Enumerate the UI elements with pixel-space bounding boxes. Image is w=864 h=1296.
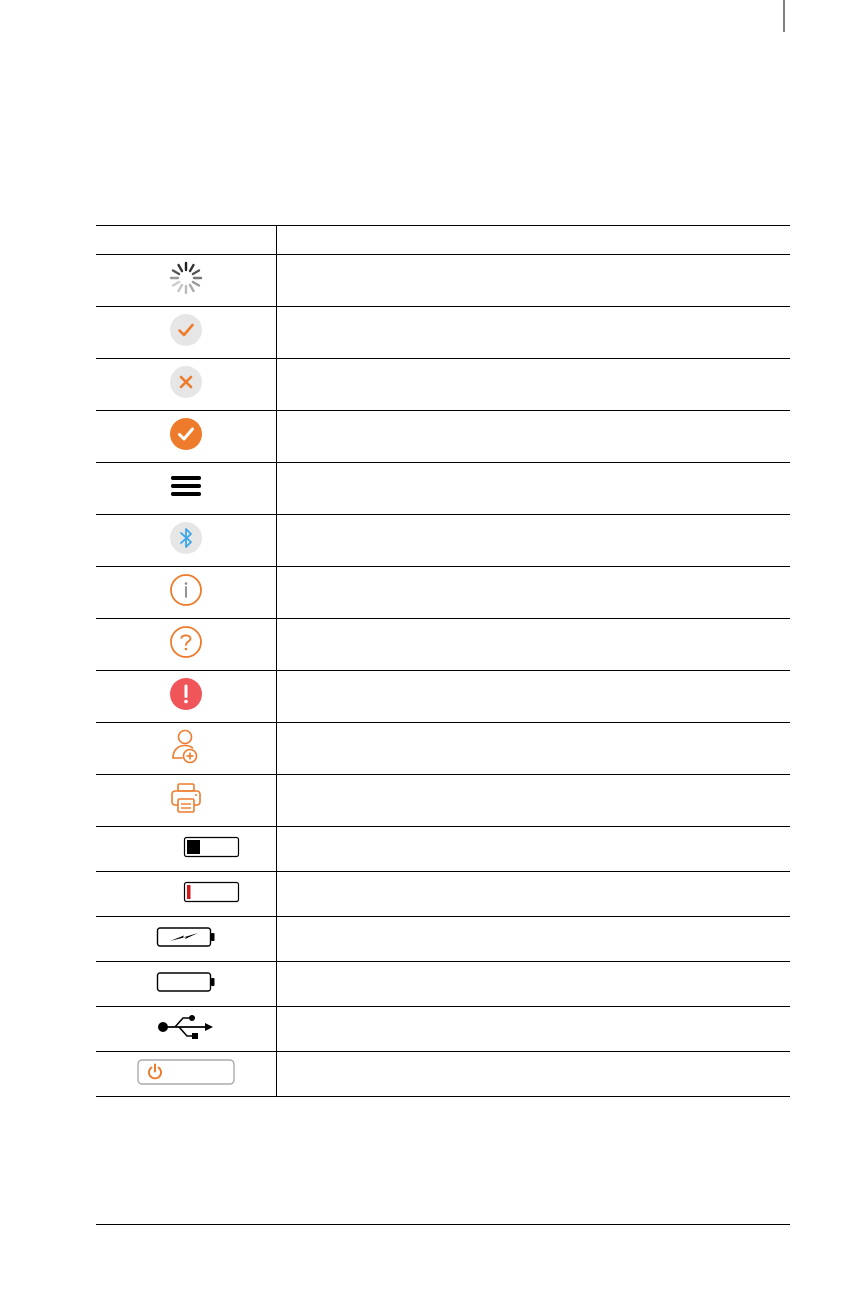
battery-charging-icon [156, 926, 216, 948]
row-description [277, 723, 791, 775]
row-description [277, 567, 791, 619]
battery-empty-icon [156, 971, 216, 993]
row-description [277, 917, 791, 962]
bluetooth-icon[interactable] [169, 521, 203, 555]
row-description [277, 671, 791, 723]
add-user-icon[interactable] [169, 728, 203, 764]
table-row [96, 1052, 790, 1097]
table-header-row [96, 226, 790, 255]
info-icon[interactable] [169, 573, 203, 607]
table-row [96, 307, 790, 359]
battery-critical-icon [183, 881, 241, 903]
printer-icon[interactable] [169, 781, 203, 815]
table-row [96, 872, 790, 917]
table-row [96, 962, 790, 1007]
row-description [277, 255, 791, 307]
row-description [277, 515, 791, 567]
table-row [96, 671, 790, 723]
table-row [96, 619, 790, 671]
header-description-column [277, 226, 791, 255]
header-icon-column [96, 226, 277, 255]
row-description [277, 1007, 791, 1052]
menu-icon[interactable] [169, 473, 203, 499]
row-description [277, 307, 791, 359]
table-row [96, 775, 790, 827]
row-description [277, 827, 791, 872]
power-button-icon[interactable] [137, 1059, 235, 1085]
row-description [277, 775, 791, 827]
check-circle-filled-icon[interactable] [169, 417, 203, 451]
table-row [96, 723, 790, 775]
table-row [96, 359, 790, 411]
check-icon[interactable] [169, 313, 203, 347]
row-description [277, 619, 791, 671]
footer-rule [96, 1224, 790, 1225]
table-row [96, 567, 790, 619]
usb-icon [157, 1013, 215, 1041]
row-description [277, 359, 791, 411]
error-icon [169, 677, 203, 711]
close-icon[interactable] [169, 365, 203, 399]
table-row [96, 463, 790, 515]
help-icon[interactable] [169, 625, 203, 659]
row-description [277, 463, 791, 515]
row-description [277, 1052, 791, 1097]
battery-low-icon [183, 836, 241, 858]
table-row [96, 255, 790, 307]
table-row [96, 917, 790, 962]
table-row [96, 411, 790, 463]
table-row [96, 1007, 790, 1052]
loading-spinner-icon [169, 261, 203, 295]
page-corner-mark [770, 0, 800, 32]
icon-reference-table [96, 225, 790, 1097]
row-description [277, 872, 791, 917]
table-row [96, 827, 790, 872]
row-description [277, 411, 791, 463]
table-row [96, 515, 790, 567]
row-description [277, 962, 791, 1007]
